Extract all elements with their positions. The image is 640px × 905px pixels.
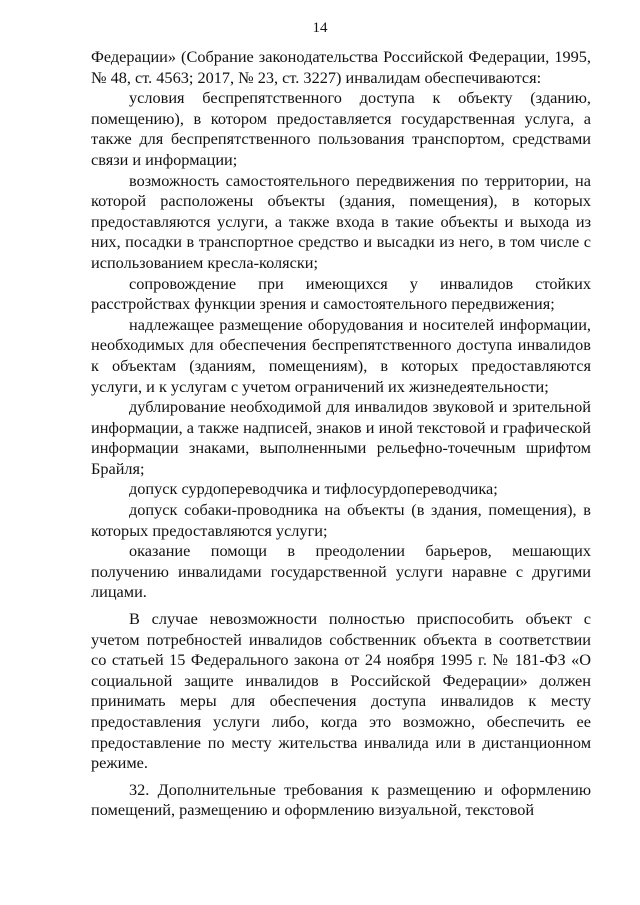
paragraph: В случае невозможности полностью приспособить объект с учетом потребностей инвалидов собственник объекта в соответствии со статьей 15 Федерального закона от 24 ноября 1995 г. № 181-ФЗ «О социальной защите инвалидов в Российской Федерации» должен принимать меры для обеспечения доступа инвалидов к месту предоставления услуги либо, когда это возможно, обеспечить ее предоставление по месту жительства инвалида или в дистанционном режиме. — [91, 609, 591, 773]
document-body — [91, 47, 591, 821]
paragraph: условия беспрепятственного доступа к объекту (зданию, помещению), в котором предоставляется государственная услуга, а также для беспрепятственного пользования транспортом, средствами связи и информации; — [91, 88, 591, 169]
paragraph: 32. Дополнительные требования к размещению и оформлению помещений, размещению и оформлению визуальной, текстовой — [91, 779, 591, 820]
paragraph: дублирование необходимой для инвалидов звуковой и зрительной информации, а также надписей, знаков и иной текстовой и графической информации знаками, выполненными рельефно-точечным шрифтом Брайля; — [91, 397, 591, 478]
paragraph: оказание помощи в преодолении барьеров, мешающих получению инвалидами государственной услуги наравне с другими лицами. — [91, 541, 591, 602]
paragraph: допуск сурдопереводчика и тифлосурдопереводчика; — [129, 479, 498, 499]
page-number: 14 — [312, 20, 328, 36]
paragraph: сопровождение при имеющихся у инвалидов стойких расстройствах функции зрения и самостоятельного передвижения; — [91, 273, 591, 314]
paragraph: Федерации» (Собрание законодательства Российской Федерации, 1995, № 48, ст. 4563; 2017, № 23, ст. 3227) инвалидам обеспечиваются: — [91, 47, 591, 87]
paragraph: допуск собаки-проводника на объекты (в здания, помещения), в которых предоставляются услуги; — [91, 500, 591, 540]
paragraph: возможность самостоятельного передвижения по территории, на которой расположены объекты (здания, помещения), в которых предоставляются услуги, а также входа в такие объекты и выхода из них, посадки в транспортное средство и высадки из него, в том числе с использованием кресла-коляски; — [91, 170, 591, 272]
paragraph: надлежащее размещение оборудования и носителей информации, необходимых для обеспечения беспрепятственного доступа инвалидов к объектам (зданиям, помещениям), в которых предоставляются услуги, и к услугам с учетом ограничений их жизнедеятельности; — [91, 314, 591, 396]
